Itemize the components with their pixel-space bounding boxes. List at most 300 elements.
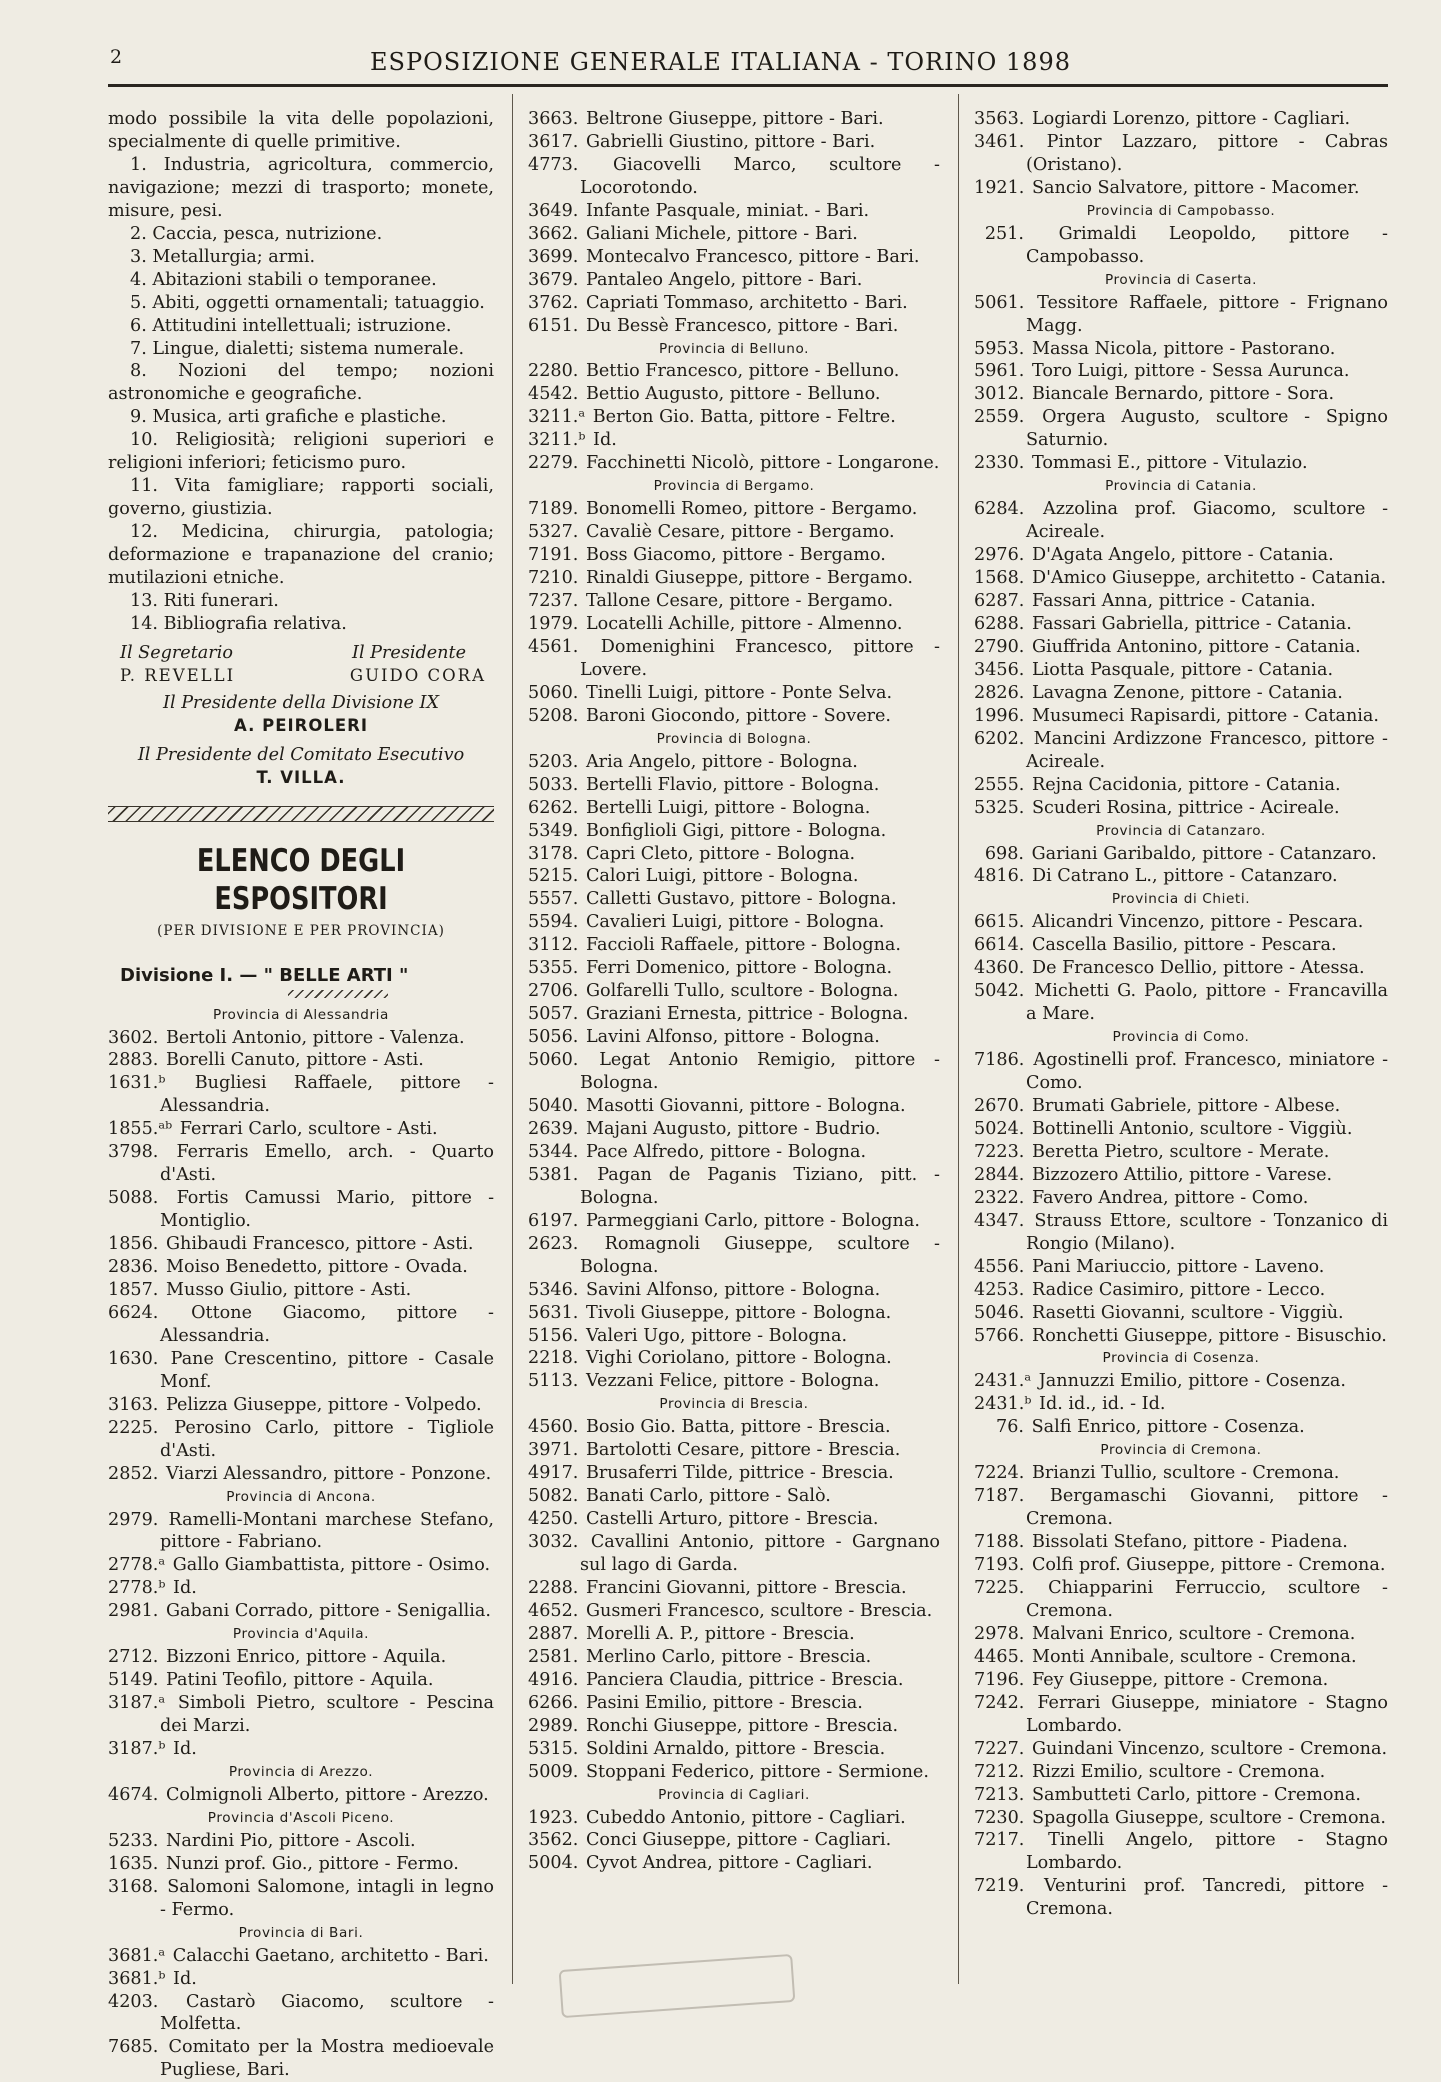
exhibitor-text: Biancale Bernardo, pittore - Sora. xyxy=(1031,384,1335,405)
exhibitor-entry xyxy=(528,1646,940,1669)
catalog-number: 4652. xyxy=(528,1600,579,1621)
exhibitor-entry xyxy=(528,843,940,866)
exhibitor-text: Di Catrano L., pittore - Catanzaro. xyxy=(1031,866,1338,887)
exhibitor-entry xyxy=(974,1325,1388,1348)
exhibitor-text: Borelli Canuto, pittore - Asti. xyxy=(165,1050,424,1071)
exhibitor-text: Id. xyxy=(173,1739,197,1760)
catalog-number: 3461. xyxy=(974,131,1025,152)
exhibitor-entry xyxy=(974,1646,1388,1669)
intro-item: 14. Bibliografia relativa. xyxy=(130,613,347,634)
catalog-number: 4561. xyxy=(528,636,579,657)
catalog-number: 7189. xyxy=(528,499,579,520)
exhibitor-text: Infante Pasquale, miniat. - Bari. xyxy=(585,200,870,221)
exhibitor-text: Monti Annibale, scultore - Cremona. xyxy=(1031,1646,1357,1667)
exhibitor-entry xyxy=(528,1049,940,1095)
province-heading: Provincia di Cremona. xyxy=(1100,1442,1262,1459)
catalog-number: 3112. xyxy=(528,935,579,956)
exhibitor-list xyxy=(108,1004,494,2082)
catalog-number: 7193. xyxy=(974,1555,1025,1576)
catalog-number: 3699. xyxy=(528,246,579,267)
secretary-name: P. REVELLI xyxy=(120,665,236,685)
exhibitor-entry xyxy=(974,567,1388,590)
province-heading: Provincia d'Ascoli Piceno. xyxy=(207,1809,395,1826)
exhibitor-text: Id. xyxy=(173,1968,197,1989)
exhibitor-text: Chiapparini Ferruccio, scultore - Cremona. xyxy=(1026,1578,1389,1621)
province-heading: Provincia di Bergamo. xyxy=(653,478,815,495)
exhibitor-entry xyxy=(974,957,1388,980)
catalog-number: 7224. xyxy=(974,1463,1025,1484)
exhibitor-entry xyxy=(974,1738,1388,1761)
exhibitor-entry xyxy=(528,1210,940,1233)
intro-item: 8. Nozioni del tempo; nozioni astronomiche e geografiche. xyxy=(108,361,494,405)
exhibitor-text: Bottinelli Antonio, scultore - Viggiù. xyxy=(1031,1118,1353,1139)
catalog-number: 5381. xyxy=(528,1164,579,1185)
exhibitor-text: Fey Giuseppe, pittore - Cremona. xyxy=(1031,1669,1329,1690)
catalog-number: 3187.ᵃ xyxy=(108,1693,166,1714)
exhibitor-entry xyxy=(528,1485,940,1508)
list-subtitle: (PER DIVISIONE E PER PROVINCIA) xyxy=(157,922,445,939)
exhibitor-entry xyxy=(974,705,1388,728)
library-stamp xyxy=(559,1954,796,2018)
catalog-number: 4347. xyxy=(974,1210,1025,1231)
exhibitor-text: Radice Casimiro, pittore - Lecco. xyxy=(1031,1279,1326,1300)
exhibitor-entry xyxy=(528,452,940,475)
intro-item: 7. Lingue, dialetti; sistema numerale. xyxy=(130,338,465,359)
catalog-number: 6262. xyxy=(528,797,579,818)
province-heading: Provincia di Cosenza. xyxy=(1102,1350,1260,1367)
exhibitor-entry xyxy=(974,865,1388,888)
exhibitor-entry xyxy=(108,1991,494,2037)
exhibitor-entry xyxy=(974,1761,1388,1784)
exhibitor-text: Soldini Arnaldo, pittore - Brescia. xyxy=(585,1738,886,1759)
exhibitor-entry xyxy=(974,1370,1388,1393)
secretary-title: Il Segretario xyxy=(120,642,233,663)
exhibitor-text: Brumati Gabriele, pittore - Albese. xyxy=(1031,1095,1341,1116)
exhibitor-entry xyxy=(974,728,1388,774)
exhibitor-text: D'Amico Giuseppe, architetto - Catania. xyxy=(1031,568,1387,589)
catalog-number: 5355. xyxy=(528,958,579,979)
catalog-number: 7685. xyxy=(108,2037,159,2058)
catalog-number: 2836. xyxy=(108,1257,159,1278)
exhibitor-text: Graziani Ernesta, pittrice - Bologna. xyxy=(585,1004,909,1025)
catalog-number: 3681.ᵇ xyxy=(108,1968,166,1989)
catalog-number: 2555. xyxy=(974,774,1025,795)
exhibitor-entry xyxy=(528,1416,940,1439)
exhibitor-text: Vighi Coriolano, pittore - Bologna. xyxy=(585,1348,892,1369)
catalog-number: 5327. xyxy=(528,522,579,543)
exhibitor-text: Bettio Francesco, pittore - Belluno. xyxy=(585,361,900,382)
intro-item: 6. Attitudini intellettuali; istruzione. xyxy=(130,315,452,336)
catalog-number: 2778.ᵇ xyxy=(108,1578,166,1599)
exhibitor-text: Pelizza Giuseppe, pittore - Volpedo. xyxy=(165,1394,482,1415)
exhibitor-text: Massa Nicola, pittore - Pastorano. xyxy=(1031,338,1336,359)
exhibitor-entry xyxy=(528,820,940,843)
province-heading: Provincia di Chieti. xyxy=(1111,891,1251,908)
catalog-number: 6614. xyxy=(974,935,1025,956)
catalog-number: 4917. xyxy=(528,1463,579,1484)
catalog-number: 2623. xyxy=(528,1233,579,1254)
catalog-number: 5594. xyxy=(528,912,579,933)
catalog-number: 7210. xyxy=(528,568,579,589)
exhibitor-text: Michetti G. Paolo, pittore - Francavilla a Mare. xyxy=(1026,981,1388,1025)
catalog-number: 3178. xyxy=(528,843,579,864)
catalog-number: 2581. xyxy=(528,1646,579,1667)
exhibitor-entry xyxy=(108,1256,494,1279)
exhibitor-entry xyxy=(974,636,1388,659)
province-heading: Provincia di Cagliari. xyxy=(658,1786,810,1803)
catalog-number: 2288. xyxy=(528,1578,579,1598)
exhibitor-text: Ramelli-Montani marchese Stefano, pittore - Fabriano. xyxy=(160,1509,495,1553)
exhibitor-entry xyxy=(108,1853,494,1876)
exhibitor-entry xyxy=(974,1485,1388,1531)
catalog-number: 5961. xyxy=(974,361,1025,382)
exhibitor-text: Sancio Salvatore, pittore - Macomer. xyxy=(1031,177,1360,198)
exhibitor-entry xyxy=(528,1692,940,1715)
exhibitor-text: Capri Cleto, pittore - Bologna. xyxy=(585,843,856,864)
exhibitor-entry xyxy=(528,223,940,246)
exhibitor-entry xyxy=(108,1348,494,1394)
exhibitor-text: Montecalvo Francesco, pittore - Bari. xyxy=(585,246,920,267)
exhibitor-entry xyxy=(974,338,1388,361)
exhibitor-text: Gabrielli Giustino, pittore - Bari. xyxy=(585,131,876,152)
catalog-number: 3562. xyxy=(528,1830,579,1851)
catalog-number: 2887. xyxy=(528,1623,579,1644)
catalog-number: 3563. xyxy=(974,109,1025,129)
exhibitor-text: Brianzi Tullio, scultore - Cremona. xyxy=(1031,1463,1340,1484)
province-heading: Provincia di Brescia. xyxy=(659,1396,809,1413)
exhibitor-entry xyxy=(528,934,940,957)
catalog-number: 7187. xyxy=(974,1486,1025,1507)
catalog-number: 1979. xyxy=(528,613,579,634)
exhibitor-text: Rizzi Emilio, scultore - Cremona. xyxy=(1031,1761,1326,1782)
exhibitor-text: Majani Augusto, pittore - Budrio. xyxy=(585,1118,881,1139)
exhibitor-entry xyxy=(974,1187,1388,1210)
exhibitor-text: Gusmeri Francesco, scultore - Brescia. xyxy=(585,1600,933,1621)
exhibitor-entry xyxy=(974,1623,1388,1646)
catalog-number: 5057. xyxy=(528,1004,579,1025)
page-header xyxy=(0,0,1441,90)
catalog-number: 2852. xyxy=(108,1463,159,1484)
exhibitor-entry xyxy=(528,636,940,682)
catalog-number: 2790. xyxy=(974,636,1025,657)
exhibitor-entry xyxy=(528,406,940,429)
exhibitor-text: Francini Giovanni, pittore - Brescia. xyxy=(585,1578,907,1598)
exhibitor-text: Viarzi Alessandro, pittore - Ponzone. xyxy=(165,1463,492,1484)
catalog-number: 2559. xyxy=(974,407,1025,428)
catalog-number: 2322. xyxy=(974,1187,1025,1208)
exhibitor-text: Masotti Giovanni, pittore - Bologna. xyxy=(585,1095,906,1116)
exhibitor-entry xyxy=(528,200,940,223)
catalog-number: 5315. xyxy=(528,1738,579,1759)
catalog-number: 3971. xyxy=(528,1440,579,1461)
exhibitor-entry xyxy=(974,980,1388,1026)
intro-item: 4. Abitazioni stabili o temporanee. xyxy=(130,269,437,290)
exhibitor-text: Musso Giulio, pittore - Asti. xyxy=(165,1279,412,1300)
catalog-number: 3187.ᵇ xyxy=(108,1739,166,1760)
catalog-number: 6624. xyxy=(108,1302,159,1323)
catalog-number: 4674. xyxy=(108,1784,159,1805)
province-heading: Provincia di Bari. xyxy=(238,1924,364,1941)
exhibitor-entry xyxy=(108,1876,494,1922)
catalog-number: 5149. xyxy=(108,1670,159,1691)
exhibitor-entry xyxy=(974,1531,1388,1554)
division-title: Divisione I. — " BELLE ARTI " xyxy=(120,964,409,986)
exhibitor-entry xyxy=(528,1233,940,1279)
exhibitor-entry xyxy=(528,1141,940,1164)
exhibitor-entry xyxy=(528,1852,940,1875)
exhibitor-text: Savini Alfonso, pittore - Bologna. xyxy=(585,1279,881,1300)
exhibitor-text: Calacchi Gaetano, architetto - Bari. xyxy=(172,1945,489,1966)
exhibitor-entry xyxy=(974,292,1388,338)
exhibitor-text: Bertelli Flavio, pittore - Bologna. xyxy=(585,774,880,795)
exhibitor-entry xyxy=(974,1393,1388,1416)
exhibitor-text: Tinelli Luigi, pittore - Ponte Selva. xyxy=(585,682,893,703)
exhibitor-entry xyxy=(108,1141,494,1187)
column-divider xyxy=(512,94,513,1984)
catalog-number: 5046. xyxy=(974,1302,1025,1323)
exhibitor-text: Stoppani Federico, pittore - Sermione. xyxy=(585,1761,929,1782)
catalog-number: 5156. xyxy=(528,1325,579,1346)
catalog-number: 3032. xyxy=(528,1532,579,1553)
exhibitor-entry xyxy=(528,1026,940,1049)
catalog-number: 2706. xyxy=(528,981,579,1002)
catalog-number: 3211.ᵇ xyxy=(528,430,586,451)
exhibitor-text: Bartolotti Cesare, pittore - Brescia. xyxy=(585,1440,901,1461)
catalog-number: 5203. xyxy=(528,751,579,772)
exhibitor-text: Id. xyxy=(593,430,617,451)
exhibitor-text: Legat Antonio Remigio, pittore - Bologna. xyxy=(580,1050,940,1094)
exhibitor-entry xyxy=(528,544,940,567)
exhibitor-entry xyxy=(108,1394,494,1417)
exhibitor-entry xyxy=(528,1715,940,1738)
exhibitor-text: Liotta Pasquale, pittore - Catania. xyxy=(1031,659,1334,680)
exhibitor-text: Jannuzzi Emilio, pittore - Cosenza. xyxy=(1038,1371,1346,1392)
exhibitor-text: Rinaldi Giuseppe, pittore - Bergamo. xyxy=(585,568,913,589)
catalog-number: 3649. xyxy=(528,200,579,221)
exhibitor-entry xyxy=(108,1945,494,1968)
exhibitor-entry xyxy=(974,406,1388,452)
catalog-number: 1855.ᵃᵇ xyxy=(108,1119,173,1140)
catalog-number: 3456. xyxy=(974,659,1025,680)
exhibitor-text: Cavallini Antonio, pittore - Gargnano sul lago di Garda. xyxy=(580,1532,941,1576)
province-heading: Provincia di Caserta. xyxy=(1104,271,1258,288)
exhibitor-text: Cascella Basilio, pittore - Pescara. xyxy=(1031,935,1337,956)
catalog-number: 4916. xyxy=(528,1669,579,1690)
exhibitor-entry xyxy=(528,1325,940,1348)
catalog-number: 3762. xyxy=(528,292,579,313)
catalog-number: 4560. xyxy=(528,1417,579,1438)
exhibitor-text: Ferraris Emello, arch. - Quarto d'Asti. xyxy=(160,1142,495,1186)
exhibitor-list xyxy=(528,108,940,1875)
catalog-number: 4816. xyxy=(974,866,1025,887)
catalog-number: 2431.ᵇ xyxy=(974,1394,1032,1415)
exhibitor-entry xyxy=(528,1439,940,1462)
exhibitor-entry xyxy=(108,1646,494,1669)
catalog-number: 6151. xyxy=(528,315,579,336)
exhibitor-text: Alicandri Vincenzo, pittore - Pescara. xyxy=(1031,912,1364,933)
exhibitor-text: Parmeggiani Carlo, pittore - Bologna. xyxy=(585,1210,920,1231)
column-3 xyxy=(974,108,1388,1921)
exhibitor-entry xyxy=(108,2036,494,2082)
exhibitor-entry xyxy=(974,1164,1388,1187)
catalog-number: 4250. xyxy=(528,1509,579,1530)
catalog-number: 2883. xyxy=(108,1050,159,1071)
exhibitor-entry xyxy=(974,1462,1388,1485)
catalog-number: 3163. xyxy=(108,1394,159,1415)
exhibitor-entry xyxy=(528,705,940,728)
catalog-number: 76. xyxy=(996,1417,1024,1438)
exhibitor-text: Pasini Emilio, pittore - Brescia. xyxy=(585,1692,863,1713)
catalog-number: 5004. xyxy=(528,1853,579,1874)
exhibitor-entry xyxy=(528,1600,940,1623)
catalog-number: 3679. xyxy=(528,269,579,290)
catalog-number: 2979. xyxy=(108,1509,159,1530)
exhibitor-entry xyxy=(974,1049,1388,1095)
exhibitor-text: Ottone Giacomo, pittore - Alessandria. xyxy=(160,1302,494,1346)
exhibitor-text: Faccioli Raffaele, pittore - Bologna. xyxy=(585,935,901,956)
catalog-number: 251. xyxy=(984,223,1024,244)
exhibitor-entry xyxy=(528,246,940,269)
catalog-number: 1631.ᵇ xyxy=(108,1073,166,1094)
exhibitor-entry xyxy=(528,1738,940,1761)
exhibitor-text: Bertelli Luigi, pittore - Bologna. xyxy=(585,797,871,818)
exhibitor-text: Guindani Vincenzo, scultore - Cremona. xyxy=(1031,1738,1388,1759)
exhibitor-entry xyxy=(974,934,1388,957)
exhibitor-entry xyxy=(528,1370,940,1393)
catalog-number: 5082. xyxy=(528,1486,579,1507)
catalog-number: 6288. xyxy=(974,613,1025,634)
catalog-number: 7191. xyxy=(528,545,579,566)
catalog-number: 2844. xyxy=(974,1164,1025,1185)
province-heading: Provincia di Ancona. xyxy=(226,1488,376,1505)
catalog-number: 4556. xyxy=(974,1256,1025,1277)
catalog-number: 6287. xyxy=(974,591,1025,612)
exhibitor-entry xyxy=(108,1509,494,1555)
exhibitor-entry xyxy=(528,613,940,636)
province-heading: Provincia di Catanzaro. xyxy=(1096,822,1266,839)
catalog-number: 2778.ᵃ xyxy=(108,1555,166,1576)
catalog-number: 5009. xyxy=(528,1761,579,1782)
exhibitor-text: Romagnoli Giuseppe, scultore - Bologna. xyxy=(580,1233,941,1277)
catalog-number: 3012. xyxy=(974,384,1025,405)
exhibitor-entry xyxy=(108,1968,494,1991)
exhibitor-entry xyxy=(528,269,940,292)
catalog-number: 7227. xyxy=(974,1738,1025,1759)
catalog-number: 7212. xyxy=(974,1761,1025,1782)
exhibitor-entry xyxy=(528,1003,940,1026)
exhibitor-entry xyxy=(974,1095,1388,1118)
exhibitor-entry xyxy=(528,980,940,1003)
exhibitor-entry xyxy=(528,911,940,934)
exhibitor-entry xyxy=(974,1875,1388,1921)
catalog-number: 7230. xyxy=(974,1807,1025,1828)
exhibitor-entry xyxy=(528,682,940,705)
division-president-name: A. PEIROLERI xyxy=(234,715,368,735)
exhibitor-text: Rejna Cacidonia, pittore - Catania. xyxy=(1031,774,1341,795)
intro-item: 9. Musica, arti grafiche e plastiche. xyxy=(130,407,447,428)
intro-item: 5. Abiti, oggetti ornamentali; tatuaggio. xyxy=(130,292,485,313)
exhibitor-text: Comitato per la Mostra medioevale Pugliese, Bari. xyxy=(160,2037,494,2081)
exhibitor-entry xyxy=(974,177,1388,200)
exhibitor-entry xyxy=(108,1463,494,1486)
exhibitor-text: Brusaferri Tilde, pittrice - Brescia. xyxy=(585,1463,894,1484)
exhibitor-entry xyxy=(108,1302,494,1348)
exhibitor-text: Pintor Lazzaro, pittore - Cabras (Oristano). xyxy=(1026,131,1388,175)
exhibitor-entry xyxy=(974,911,1388,934)
exhibitor-entry xyxy=(528,1118,940,1141)
exhibitor-text: Bertoli Antonio, pittore - Valenza. xyxy=(165,1027,465,1048)
exhibitor-text: Bettio Augusto, pittore - Belluno. xyxy=(585,384,881,405)
exhibitor-text: Pagan de Paganis Tiziano, pitt. - Bologna. xyxy=(580,1164,940,1208)
exhibitor-text: Id. id., id. - Id. xyxy=(1039,1394,1166,1415)
catalog-number: 5953. xyxy=(974,338,1025,359)
exhibitor-text: Tessitore Raffaele, pittore - Frignano Magg. xyxy=(1026,292,1389,336)
exhibitor-text: Castelli Arturo, pittore - Brescia. xyxy=(585,1509,879,1530)
exhibitor-entry xyxy=(108,1830,494,1853)
exhibitor-text: Calori Luigi, pittore - Bologna. xyxy=(585,866,859,887)
catalog-number: 7223. xyxy=(974,1141,1025,1162)
catalog-number: 1921. xyxy=(974,177,1025,198)
exhibitor-text: Berton Gio. Batta, pittore - Feltre. xyxy=(592,407,896,428)
exhibitor-text: Calletti Gustavo, pittore - Bologna. xyxy=(585,889,897,910)
catalog-number: 5088. xyxy=(108,1188,159,1209)
exhibitor-text: Giuffrida Antonino, pittore - Catania. xyxy=(1031,636,1361,657)
exhibitor-text: De Francesco Dellio, pittore - Atessa. xyxy=(1031,958,1365,979)
catalog-number: 5557. xyxy=(528,889,579,910)
province-heading: Provincia di Arezzo. xyxy=(228,1764,374,1780)
catalog-number: 7188. xyxy=(974,1532,1025,1553)
exhibitor-text: Merlino Carlo, pittore - Brescia. xyxy=(585,1646,872,1667)
catalog-number: 5060. xyxy=(528,1050,579,1071)
catalog-number: 5033. xyxy=(528,774,579,795)
exhibitor-list xyxy=(974,108,1388,1921)
exhibitor-entry xyxy=(528,1577,940,1600)
catalog-number: 1857. xyxy=(108,1279,159,1300)
exhibitor-entry xyxy=(974,223,1388,269)
exhibitor-entry xyxy=(528,383,940,406)
exhibitor-text: Patini Teofilo, pittore - Aquila. xyxy=(165,1670,434,1691)
catalog-number: 7186. xyxy=(974,1050,1025,1071)
exhibitor-entry xyxy=(528,1623,940,1646)
exhibitor-entry xyxy=(108,1692,494,1738)
president-name: GUIDO CORA xyxy=(349,665,486,685)
exhibitor-entry xyxy=(974,452,1388,475)
exhibitor-entry xyxy=(528,1095,940,1118)
catalog-number: 5344. xyxy=(528,1141,579,1162)
exhibitor-text: Favero Andrea, pittore - Como. xyxy=(1031,1187,1309,1208)
exhibitor-text: Valeri Ugo, pittore - Bologna. xyxy=(585,1325,848,1346)
catalog-number: 5040. xyxy=(528,1095,579,1116)
catalog-number: 2225. xyxy=(108,1417,159,1438)
catalog-number: 2279. xyxy=(528,453,579,474)
catalog-number: 7217. xyxy=(974,1830,1025,1851)
exhibitor-text: Banati Carlo, pittore - Salò. xyxy=(585,1486,831,1507)
exhibitor-entry xyxy=(974,843,1388,866)
catalog-number: 6266. xyxy=(528,1692,579,1713)
exhibitor-entry xyxy=(974,1577,1388,1623)
column-2 xyxy=(528,108,940,1875)
exhibitor-entry xyxy=(528,521,940,544)
catalog-number: 1996. xyxy=(974,705,1025,726)
exhibitor-entry xyxy=(974,1302,1388,1325)
province-heading: Provincia di Campobasso. xyxy=(1086,202,1276,219)
exhibitor-text: Grimaldi Leopoldo, pittore - Campobasso. xyxy=(1026,223,1388,267)
column-1 xyxy=(108,108,494,2082)
exhibitor-entry xyxy=(974,108,1388,131)
catalog-number: 5233. xyxy=(108,1830,159,1851)
exhibitor-text: Locatelli Achille, pittore - Almenno. xyxy=(585,613,903,634)
exhibitor-text: Ferri Domenico, pittore - Bologna. xyxy=(585,958,893,979)
